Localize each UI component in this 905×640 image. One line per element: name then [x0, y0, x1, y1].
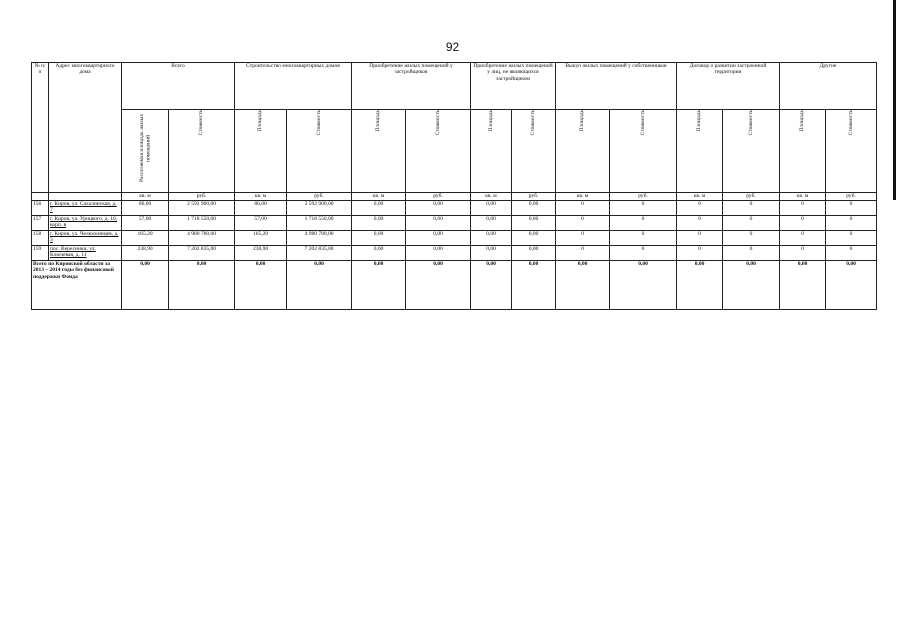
- cell-value: 0: [556, 201, 610, 216]
- subheader-cost: Стоимость: [169, 110, 235, 193]
- cell-value: 0: [556, 231, 610, 246]
- table-row: [32, 201, 877, 216]
- cell-value: 0,00: [471, 216, 512, 231]
- subheader-area: Площадь: [235, 110, 287, 193]
- cell-value: 0: [677, 246, 723, 261]
- cell-value: 0: [723, 216, 780, 231]
- cell-value: 0: [826, 201, 877, 216]
- total-value: 0,00: [677, 261, 723, 310]
- cell-value: 0: [610, 216, 677, 231]
- table-row: [32, 216, 877, 231]
- unit-cell: руб.: [406, 193, 471, 201]
- row-address: пос. Вересники, ул. Ключевая, д. 11: [49, 246, 122, 261]
- row-address: г. Киров, ул. Челюскинцев, д. 3: [49, 231, 122, 246]
- header-address: Адрес многоквартирного дома: [49, 63, 122, 193]
- subheader-resettled-area: Расселяемая площадь жилых помещений: [122, 110, 169, 193]
- cell-value: 0,00: [352, 246, 406, 261]
- units-blank: [49, 193, 122, 201]
- unit-cell: руб.: [169, 193, 235, 201]
- header-group-total: Всего: [122, 63, 235, 110]
- cell-value: 0,00: [352, 216, 406, 231]
- cell-value: 57,00: [122, 216, 169, 231]
- cell-value: 1 718 550,00: [169, 216, 235, 231]
- cell-value: 1 718 550,00: [287, 216, 352, 231]
- subheader-area: Площадь: [677, 110, 723, 193]
- total-value: 0,00: [235, 261, 287, 310]
- cell-value: 0: [677, 201, 723, 216]
- row-number: 159: [32, 246, 49, 261]
- cell-value: 4 980 780,00: [287, 231, 352, 246]
- header-group-construction: Строительство многоквартирных домов: [235, 63, 352, 110]
- unit-cell: руб.: [512, 193, 556, 201]
- subheader-cost: Стоимость: [406, 110, 471, 193]
- cell-value: 0: [556, 246, 610, 261]
- cell-value: 4 980 780,00: [169, 231, 235, 246]
- unit-cell: кв. м: [122, 193, 169, 201]
- cell-value: 0,00: [406, 216, 471, 231]
- cell-value: 0,00: [512, 231, 556, 246]
- header-group-purchase-non-developers: Приобретение жилых помещений у лиц, не являющихся застройщиком: [471, 63, 556, 110]
- unit-cell: кв. м: [471, 193, 512, 201]
- header-group-development-agreement: Договор о развитии застроенной территории: [677, 63, 780, 110]
- cell-value: 57,00: [235, 216, 287, 231]
- total-value: 0,00: [471, 261, 512, 310]
- row-address: г. Киров, ул. Сахалинская, д. 7: [49, 201, 122, 216]
- page-edge-rule: [893, 0, 896, 200]
- cell-value: 0,00: [471, 201, 512, 216]
- subheader-area: Площадь: [471, 110, 512, 193]
- unit-cell: кв. м: [677, 193, 723, 201]
- total-value: 0,00: [287, 261, 352, 310]
- total-value: 0,00: [556, 261, 610, 310]
- row-address: г. Киров, ул. Урицкого, д. 10, корп. в: [49, 216, 122, 231]
- cell-value: 0: [826, 216, 877, 231]
- cell-value: 0,00: [512, 246, 556, 261]
- unit-cell: руб.: [723, 193, 780, 201]
- cell-value: 0: [826, 246, 877, 261]
- cell-value: 0,00: [471, 246, 512, 261]
- subheader-cost: Стоимость: [826, 110, 877, 193]
- unit-cell: кв. м: [780, 193, 826, 201]
- cell-value: 0: [610, 231, 677, 246]
- cell-value: 0,00: [406, 246, 471, 261]
- housing-table: [31, 62, 877, 310]
- total-row: [32, 261, 877, 310]
- cell-value: 0: [826, 231, 877, 246]
- cell-value: 0,00: [406, 231, 471, 246]
- cell-value: 0,00: [406, 201, 471, 216]
- unit-cell: руб.: [826, 193, 877, 201]
- unit-cell: кв. м: [556, 193, 610, 201]
- cell-value: 238,90: [235, 246, 287, 261]
- table-row: [32, 246, 877, 261]
- total-label: Всего по Кировской области за 2013 – 2014 годы без финансовой поддержки Фонда: [32, 261, 122, 310]
- cell-value: 86,00: [235, 201, 287, 216]
- unit-cell: кв. м: [352, 193, 406, 201]
- cell-value: 238,90: [122, 246, 169, 261]
- cell-value: 0: [723, 231, 780, 246]
- cell-value: 0: [556, 216, 610, 231]
- cell-value: 0: [677, 216, 723, 231]
- subheader-cost: Стоимость: [287, 110, 352, 193]
- total-value: 0,00: [406, 261, 471, 310]
- cell-value: 0,00: [512, 201, 556, 216]
- cell-value: 0: [610, 201, 677, 216]
- cell-value: 0,00: [352, 231, 406, 246]
- cell-value: 0,00: [352, 201, 406, 216]
- header-group-other: Другие: [780, 63, 877, 110]
- cell-value: 165,20: [122, 231, 169, 246]
- row-number: 157: [32, 216, 49, 231]
- total-value: 0,00: [610, 261, 677, 310]
- cell-value: 0: [780, 246, 826, 261]
- header-group-buyout: Выкуп жилых помещений у собственников: [556, 63, 677, 110]
- cell-value: 0: [723, 246, 780, 261]
- unit-cell: руб.: [287, 193, 352, 201]
- header-no: № п/п: [32, 63, 49, 193]
- cell-value: 0: [780, 201, 826, 216]
- cell-value: 0: [723, 201, 780, 216]
- units-blank: [32, 193, 49, 201]
- subheader-area: Площадь: [556, 110, 610, 193]
- subheader-cost: Стоимость: [610, 110, 677, 193]
- unit-cell: кв. м: [235, 193, 287, 201]
- header-group-purchase-developers: Приобретение жилых помещений у застройщиков: [352, 63, 471, 110]
- cell-value: 7 202 835,00: [169, 246, 235, 261]
- cell-value: 0: [610, 246, 677, 261]
- total-value: 0,00: [352, 261, 406, 310]
- row-number: 158: [32, 231, 49, 246]
- row-number: 156: [32, 201, 49, 216]
- cell-value: 86,00: [122, 201, 169, 216]
- total-value: 0,00: [122, 261, 169, 310]
- total-value: 0,00: [723, 261, 780, 310]
- table-row: [32, 231, 877, 246]
- cell-value: 0,00: [471, 231, 512, 246]
- cell-value: 0: [780, 231, 826, 246]
- cell-value: 0: [780, 216, 826, 231]
- cell-value: 165,20: [235, 231, 287, 246]
- subheader-cost: Стоимость: [512, 110, 556, 193]
- cell-value: 2 592 900,00: [169, 201, 235, 216]
- cell-value: 0: [677, 231, 723, 246]
- subheader-area: Площадь: [352, 110, 406, 193]
- total-value: 0,00: [826, 261, 877, 310]
- page-number: 92: [445, 40, 460, 54]
- total-value: 0,00: [512, 261, 556, 310]
- cell-value: 2 592 900,00: [287, 201, 352, 216]
- subheader-area: Площадь: [780, 110, 826, 193]
- total-value: 0,00: [780, 261, 826, 310]
- cell-value: 7 202 835,00: [287, 246, 352, 261]
- total-value: 0,00: [169, 261, 235, 310]
- unit-cell: руб.: [610, 193, 677, 201]
- subheader-cost: Стоимость: [723, 110, 780, 193]
- cell-value: 0,00: [512, 216, 556, 231]
